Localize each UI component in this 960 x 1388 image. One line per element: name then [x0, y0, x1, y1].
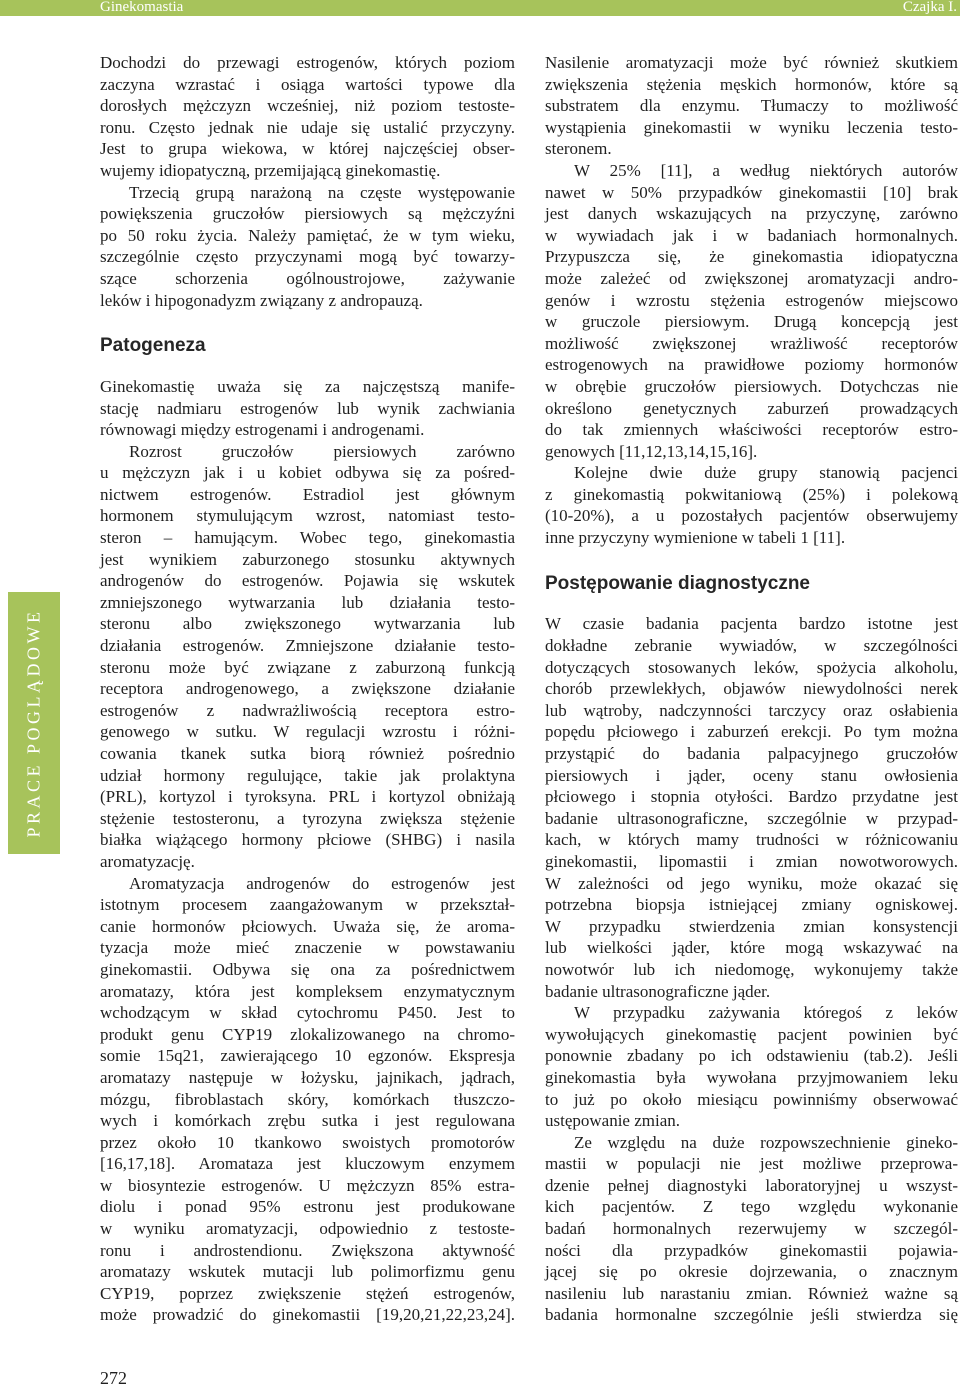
text-line: piersiowych i jąder, oceny stanu owłosienia — [545, 765, 958, 785]
text-line: nasileniu lub narastaniu zmian. Również ważne są — [545, 1283, 958, 1303]
text-line: Kolejne dwie duże grupy stanowią pacjenci — [574, 463, 958, 483]
paragraph — [100, 52, 515, 182]
text-line: mózgu, fibroblastach skóry, komórkach tłuszczo- — [100, 1089, 515, 1109]
text-line: (PRL), kortyzol i tyroksyna. PRL i kortyzol obniżają — [100, 787, 515, 807]
text-line: ustępowanie zmian. — [545, 1111, 681, 1131]
text-line: z ginekomastią pokwitaniową (25%) i polekową — [545, 484, 958, 504]
section-heading: Postępowanie diagnostyczne — [545, 572, 810, 594]
text-line: potrzebna biopsja istniejącej zmiany ogniskowej. — [545, 895, 958, 915]
text-line: płciowego i stopnia otyłości. Bardzo przydatne jest — [545, 787, 958, 807]
text-line: somie 15q21, zawierającego 10 egzonów. Ekspresja — [100, 1046, 515, 1066]
text-line: jącej się po okresie dojrzewania, o znacznym — [545, 1262, 958, 1282]
text-line: CYP19, poprzez zwiększenie stężeń estrogenów, — [100, 1283, 515, 1303]
text-line: dotyczących stosowanych leków, spożycia alkoholu, — [545, 657, 958, 677]
text-line: stację nadmiaru estrogenów lub wynik zachwiania — [100, 398, 515, 418]
text-line: hormonem stymulującym wzrost, natomiast testo- — [100, 506, 515, 526]
author-name: Czajka I. — [902, 0, 957, 15]
text-line: w obrębie gruczołów piersiowych. Dotychczas nie — [545, 376, 958, 396]
paragraph — [545, 462, 958, 548]
text-line: [16,17,18]. Aromataza jest kluczowym enzymem — [100, 1154, 515, 1174]
text-line: W czasie badania pacjenta bardzo istotne jest — [545, 614, 958, 634]
text-line: dokładne zebranie wywiadów, w szczególności — [545, 636, 958, 656]
section-heading-block — [545, 549, 958, 614]
text-line: działania estrogenów. Zmniejszone działanie testo- — [100, 636, 515, 656]
text-line: białka wiążącego hormony płciowe (SHBG) i nasila — [100, 830, 515, 850]
text-line: aromatyzację. — [100, 851, 195, 871]
text-line: kach, w których mamy trudności w różnicowaniu — [545, 830, 958, 850]
text-line: to już po około miesiącu powinniśmy obserwować — [545, 1089, 958, 1109]
text-line: Rozrost gruczołów piersiowych zarówno — [129, 441, 515, 461]
text-line: inne przyczyny wymienione w tabeli 1 [11]. — [545, 528, 846, 548]
text-line: badanie ultrasonograficzne, szczególnie w przypad- — [545, 808, 958, 828]
paragraph — [100, 182, 515, 312]
text-line: cowania tkanek sutka biorą również pośrednio — [100, 744, 515, 764]
text-line: w gruczole piersiowym. Drugą koncepcją jest — [545, 312, 958, 332]
text-line: diolu i ponad 95% estronu jest produkowane — [100, 1197, 515, 1217]
paragraph — [545, 1002, 958, 1132]
text-line: lub wielkości jąder, które mogą wskazywać na — [545, 938, 958, 958]
text-line: estrogenowych na prawidłowe poziomy hormonów — [545, 355, 958, 375]
text-line: szczególnie często przyczynami mogą być towarzy- — [100, 247, 515, 267]
text-line: W przypadku stwierdzenia zmian konsystencji — [545, 916, 958, 936]
paragraph — [100, 376, 515, 441]
text-line: nowotwór lub ich niedomogę, wykonujemy także — [545, 959, 958, 979]
text-line: W przypadku zażywania któregoś z leków — [574, 1003, 958, 1023]
text-line: tyzacja może mieć znaczenie w powstawaniu — [100, 938, 515, 958]
text-line: canie hormonów płciowych. Uważa się, że aroma- — [100, 916, 515, 936]
text-line: wchodzącym w skład cytochromu P450. Jest to — [100, 1003, 515, 1023]
section-label: PRACE POGLĄDOWE — [23, 608, 44, 838]
right-column — [545, 52, 958, 1326]
text-line: jest danych wskazujących na przyczynę, zarówno — [545, 204, 958, 224]
text-line: nictwem estrogenów. Estradiol jest głównym — [100, 484, 515, 504]
running-header — [0, 0, 960, 16]
text-line: badań hormonalnych rezerwujemy w szczegól- — [545, 1219, 958, 1239]
text-line: Przypuszcza się, że ginekomastia idiopatyczna — [545, 247, 958, 267]
text-line: w wywiadach jak i w badaniach hormonalnych. — [545, 225, 958, 245]
text-line: substratem dla enzymu. Tłumaczy to możliwość — [545, 96, 958, 116]
text-line: u mężczyzn jak i u kobiet odbywa się za pośred- — [100, 463, 515, 483]
left-column — [100, 52, 515, 1326]
text-line: wystąpienia ginekomastii w wyniku leczenia testo- — [545, 117, 958, 137]
text-line: genów i wzrostu stężenia estrogenów miejscowo — [545, 290, 958, 310]
text-line: aromatazy następuje w łożysku, jajnikach, jądrach, — [100, 1067, 515, 1087]
paragraph — [100, 873, 515, 1326]
section-sidebar — [8, 592, 60, 854]
text-line: steronem. — [545, 139, 612, 159]
text-line: po 50 roku życia. Należy pamiętać, że w tym wieku, — [100, 225, 515, 245]
paragraph — [545, 52, 958, 160]
text-line: steron – hamującym. Wobec tego, ginekomastia — [100, 528, 515, 548]
text-line: genowego w sutku. W regulacji wzrostu i różni- — [100, 722, 515, 742]
text-line: ronu. Często jednak nie udaje się ustalić przyczyny. — [100, 117, 515, 137]
text-line: wujemy idiopatyczną, przemijającą ginekomastię. — [100, 160, 441, 180]
text-line: aromatazy wskutek mutacji lub polimorfizmu genu — [100, 1262, 515, 1282]
text-line: istotnym procesem zaangażowanym w przekształ- — [100, 895, 515, 915]
text-line: zmniejszonego wytwarzania lub działania testo- — [100, 592, 515, 612]
paragraph — [100, 441, 515, 873]
text-line: wywołujących ginekomastię pacjent powinien być — [545, 1024, 958, 1044]
text-line: przez około 10 tkankowo swoistych promotorów — [100, 1132, 515, 1152]
text-line: powiększenia gruczołów piersiowych są mężczyźni — [100, 204, 515, 224]
text-line: W zależności od jego wyniku, może okazać się — [545, 873, 958, 893]
text-line: chorób przewlekłych, objawów niewydolności nerek — [545, 679, 958, 699]
text-line: Nasilenie aromatyzacji może być również skutkiem — [545, 53, 958, 72]
text-line: Dochodzi do przewagi estrogenów, których poziom — [100, 53, 515, 72]
text-line: udział hormony regulujące, takie jak prolaktyna — [100, 765, 515, 785]
text-line: androgenów do estrogenów. Pojawia się wskutek — [100, 571, 515, 591]
running-title: Ginekomastia — [100, 0, 184, 15]
text-line: leków i hipogonadyzm związany z andropauzą. — [100, 290, 423, 310]
paragraph — [545, 613, 958, 1002]
text-line: w biosyntezie estrogenów. U mężczyzn 85% estra- — [100, 1175, 515, 1195]
text-line: równowagi między estrogenami i androgenami. — [100, 420, 425, 440]
text-line: Ze względu na duże rozpowszechnienie gineko- — [574, 1132, 958, 1152]
text-line: wych i komórkach zrębu sutka i jest regulowana — [100, 1111, 515, 1131]
paragraph — [545, 1132, 958, 1326]
text-line: Trzecią grupą narażoną na częste występowanie — [129, 182, 515, 202]
text-line: zwiększenia stężenia męskich hormonów, które są — [545, 74, 958, 94]
text-line: może zależeć od zwiększonej aromatyzacji andro- — [545, 268, 958, 288]
text-line: określono genetycznych zaburzeń prowadzących — [545, 398, 958, 418]
text-line: Jest to grupa wiekowa, w której najczęściej obser- — [100, 139, 515, 159]
text-line: ponownie zbadany po ich odstawieniu (tab.2). Jeśli — [545, 1046, 958, 1066]
text-line: badania hormonalne szczególnie jeśli stwierdza się — [545, 1305, 958, 1325]
text-line: może prowadzić do ginekomastii [19,20,21,22,23,24]. — [100, 1305, 515, 1325]
text-line: steronu może być związane z zaburzoną funkcją — [100, 657, 515, 677]
text-line: mastii w populacji nie jest możliwe przeprowa- — [545, 1154, 958, 1174]
text-line: badanie ultrasonograficzne jąder. — [545, 981, 771, 1001]
text-line: zaczyna wzrastać i osiąga wartości typowe dla — [100, 74, 515, 94]
text-line: ginekomastia była wywołana przyjmowaniem leku — [545, 1067, 958, 1087]
text-line: szące schorzenia ogólnoustrojowe, zażywanie — [100, 268, 515, 288]
text-line: w wyniku aromatyzacji, odpowiednio z testoste- — [100, 1219, 515, 1239]
text-line: do tak zmiennych właściwości receptorów estro- — [545, 420, 958, 440]
text-line: genowych [11,12,13,14,15,16]. — [545, 441, 758, 461]
paragraph — [545, 160, 958, 462]
text-line: ginekomastii. Odbywa się ona za pośrednictwem — [100, 959, 515, 979]
text-line: możliwość zwiększonej wrażliwość receptorów — [545, 333, 958, 353]
text-line: stężenie testosteronu, a tyrozyna zwiększa stężenie — [100, 808, 515, 828]
text-line: steronu albo zwiększonego wytwarzania lub — [100, 614, 515, 634]
section-heading-block — [100, 311, 515, 376]
text-line: nawet w 50% przypadków ginekomastii [10] brak — [545, 182, 958, 202]
text-line: produkt genu CYP19 zlokalizowanego na chromo- — [100, 1024, 515, 1044]
text-line: dorosłych mężczyzn wcześniej, niż poziom testoste- — [100, 96, 515, 116]
text-line: dzenie pełnej diagnostyki laboratoryjnej u wszyst- — [545, 1175, 958, 1195]
text-line: jest wynikiem zaburzonego stosunku aktywnych — [100, 549, 515, 569]
text-line: estrogenów z nadwrażliwością receptora estro- — [100, 700, 515, 720]
text-line: ności dla przypadków ginekomastii pojawia- — [545, 1240, 958, 1260]
section-heading: Patogeneza — [100, 335, 206, 357]
text-line: aromatazy, która jest kompleksem enzymatycznym — [100, 981, 515, 1001]
text-line: ronu i androstendionu. Zwiększona aktywność — [100, 1240, 515, 1260]
text-line: Aromatyzacja androgenów do estrogenów jest — [129, 873, 515, 893]
text-line: popędu płciowego i zaburzeń erekcji. Po tym można — [545, 722, 958, 742]
text-line: W 25% [11], a według niektórych autorów — [574, 160, 958, 180]
text-line: Ginekomastię uważa się za najczęstszą manife- — [100, 376, 515, 396]
page-number: 272 — [100, 1368, 127, 1388]
text-line: ginekomastii, lipomastii i zmian nowotworowych. — [545, 851, 958, 871]
text-line: receptora androgenowego, a zwiększone działanie — [100, 679, 515, 699]
text-line: lub wątroby, nadczynności tarczycy oraz osłabienia — [545, 700, 958, 720]
text-line: (10-20%), a u pozostałych pacjentów obserwujemy — [545, 506, 958, 526]
text-line: przystąpić do badania palpacyjnego gruczołów — [545, 744, 958, 764]
text-line: kich pacjentów. Z tego względu wykonanie — [545, 1197, 958, 1217]
